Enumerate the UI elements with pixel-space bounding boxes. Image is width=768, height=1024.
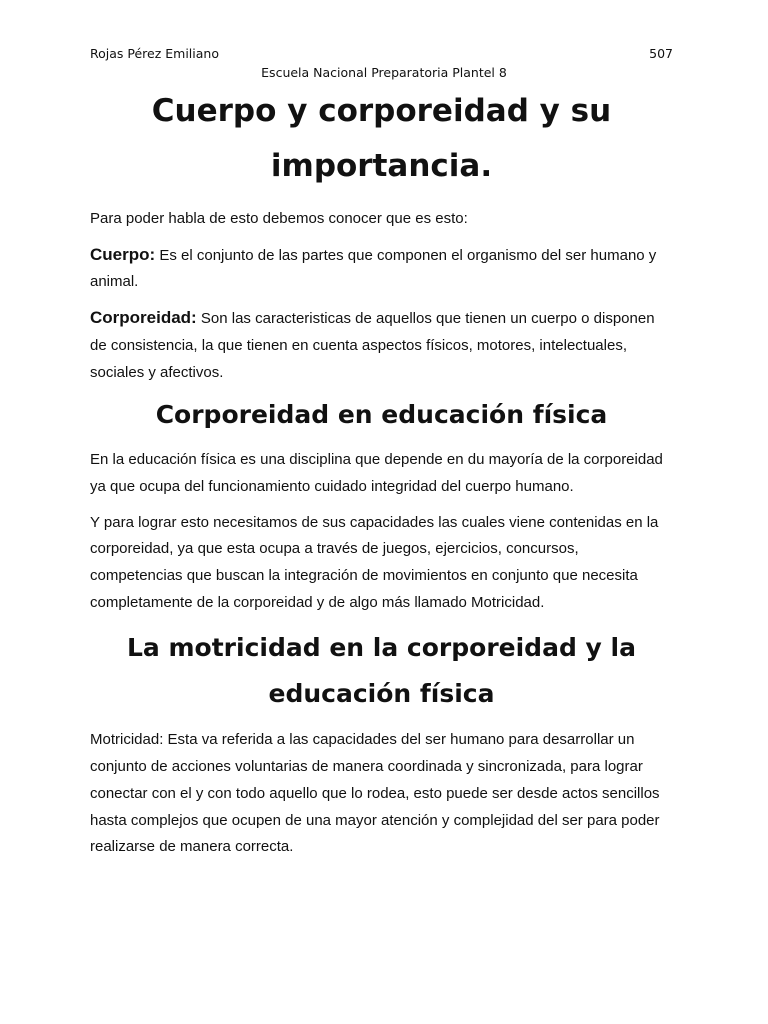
author-name: Rojas Pérez Emiliano [90, 46, 219, 61]
definition-text: Son las caracteristicas de aquellos que tienen un cuerpo o disponen de consistencia, la que tienen en cuenta aspectos físicos, motores, intelectuales, sociales y afectivos. [90, 310, 655, 381]
definition-corporeidad [90, 305, 673, 386]
heading-line-1: La motricidad en la corporeidad y la [127, 633, 636, 663]
intro-paragraph: Para poder habla de esto debemos conocer que es esto: [90, 210, 468, 227]
section1-paragraph-2: Y para lograr esto necesitamos de sus capacidades las cuales viene contenidas en la corporeidad, ya que esta ocupa a través de juegos, ejercicios, concursos, competencias que buscan la integración de movimientos en conjunto que necesita completamente de la corporeidad y de algo más llamado Motricidad. [90, 513, 659, 611]
document-body [90, 84, 673, 870]
title-line-2: importancia. [270, 148, 493, 184]
definition-text: Es el conjunto de las partes que componen el organismo del ser humano y animal. [90, 246, 657, 291]
page-number: 507 [649, 46, 673, 61]
title-line-1: Cuerpo y corporeidad y su [151, 93, 612, 129]
heading-line-2: educación física [268, 679, 495, 709]
definition-cuerpo [90, 242, 673, 296]
document-title [90, 84, 673, 194]
section1-paragraph-1: En la educación física es una disciplina que depende en du mayoría de la corporeidad ya que ocupa del funcionamiento cuidado integridad del cuerpo humano. [90, 451, 663, 495]
section2-paragraph-1: Motricidad: Esta va referida a las capacidades del ser humano para desarrollar un conjunto de acciones voluntarias de manera coordinada y sincronizada, para lograr conectar con el y con todo aquello que lo rodea, esto puede ser desde actos sencillos hasta complejos que ocupen de una mayor atención y complejidad del ser para poder realizarse de manera correcta. [90, 731, 660, 856]
page-header [90, 46, 673, 66]
definition-term: Cuerpo: [90, 244, 156, 264]
section-heading-motricidad [90, 625, 673, 717]
section-heading-corporeidad: Corporeidad en educación física [155, 400, 608, 430]
school-name: Escuela Nacional Preparatoria Plantel 8 [261, 65, 507, 80]
definition-term: Corporeidad: [90, 308, 197, 328]
